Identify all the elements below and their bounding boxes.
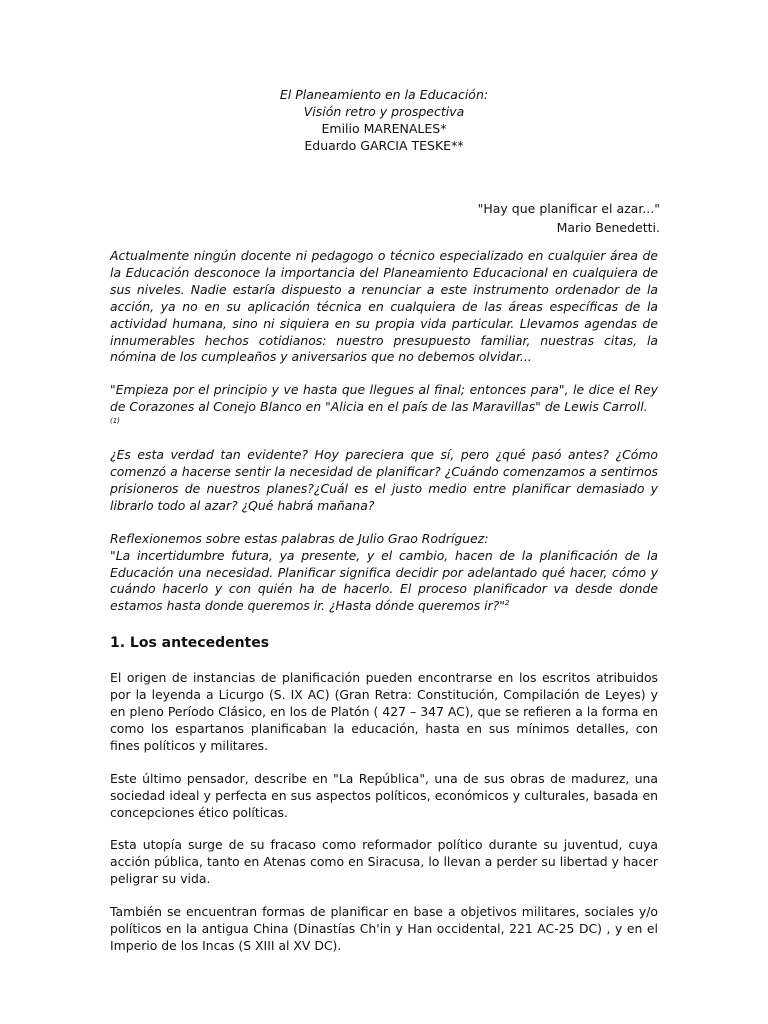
footnote-ref-2: 2 xyxy=(504,599,510,608)
document-body xyxy=(110,248,658,955)
paragraph-grao-quote xyxy=(110,548,658,616)
paragraph-origins: El origen de instancias de planificación pueden encontrarse en los escritos atribuidos por la leyenda a Licurgo (S. IX AC) (Gran Retra: Constitución, Compilación de Leyes) y en pleno Período Clásico, en los de Platón ( 427 – 347 AC), que se refieren a la forma en como los espartanos planificaban la educación, hasta en sus mínimos detalles, con fines políticos y militares. xyxy=(110,670,658,753)
paragraph-utopia: Esta utopía surge de su fracaso como reformador político durante su juventud, cuya acción pública, tanto en Atenas como en Siracusa, lo llevan a perder su libertad y hacer peligrar su vida. xyxy=(110,837,658,887)
footnote-ref-1: (1) xyxy=(110,417,120,426)
epigraph xyxy=(300,199,660,237)
section-heading: 1. Los antecedentes xyxy=(110,635,270,652)
epigraph-author: Mario Benedetti. xyxy=(556,220,660,235)
author-2: Eduardo GARCIA TESKE** xyxy=(304,138,464,153)
alice-quote-text: "Empieza por el principio y ve hasta que llegues al final; entonces para", le dice el Rey de Corazones al Conejo Blanco en "Alicia en el país de las Maravillas" de Lewis Carroll. xyxy=(110,382,658,415)
document-subtitle: Visión retro y prospectiva xyxy=(303,104,465,119)
author-1: Emilio MARENALES* xyxy=(321,121,447,136)
paragraph-china-incas: También se encuentran formas de planificar en base a objetivos militares, sociales y/o políticos en la antigua China (Dinastías Ch'in y Han occidental, 221 AC-25 DC) , y en el Imperio de los Incas (S XIII al XV DC). xyxy=(110,904,658,953)
paragraph-questions: ¿Es esta verdad tan evidente? Hoy pareciera que sí, pero ¿qué pasó antes? ¿Cómo comenzó a hacerse sentir la necesidad de planificar? ¿Cuándo comenzamos a sentirnos prisioneros de nuestros planes?¿Cuál es el justo medio entre planificar demasiado y librarlo todo al azar? ¿Qué habrá mañana? xyxy=(110,447,658,513)
title-block xyxy=(0,86,768,154)
paragraph-intro: Actualmente ningún docente ni pedagogo o técnico especializado en cualquier área de la Educación desconoce la importancia del Planeamiento Educacional en cualquiera de sus niveles. Nadie estaría dispuesto a renunciar a este instrumento ordenador de la acción, ya no en su aplicación técnica en cualquiera de las áreas específicas de la actividad humana, sino ni siquiera en su propia vida particular. Llevamos agendas de innumerables hechos cotidianos: nuestro presupuesto familiar, nuestras citas, la nómina de los cumpleaños y aniversarios que no debemos olvidar... xyxy=(110,248,658,365)
epigraph-quote: "Hay que planificar el azar..." xyxy=(477,201,660,216)
paragraph-reflection-intro: Reflexionemos sobre estas palabras de Julio Grao Rodríguez: xyxy=(110,530,489,546)
paragraph-alice-quote xyxy=(110,382,658,433)
document-title: El Planeamiento en la Educación: xyxy=(279,87,489,102)
paragraph-republic: Este último pensador, describe en "La República", una de sus obras de madurez, una sociedad ideal y perfecta en sus aspectos políticos, económicos y culturales, basada en concepciones ético políticas. xyxy=(110,770,658,820)
grao-quote-text: "La incertidumbre futura, ya presente, y el cambio, hacen de la planificación de la Educación una necesidad. Planificar significa decidir por adelantado qué hacer, cómo y cuándo hacerlo y con quién ha de hacerlo. El proceso planificador va desde donde estamos hasta donde queremos ir. ¿Hasta dónde queremos ir?" xyxy=(110,547,658,614)
